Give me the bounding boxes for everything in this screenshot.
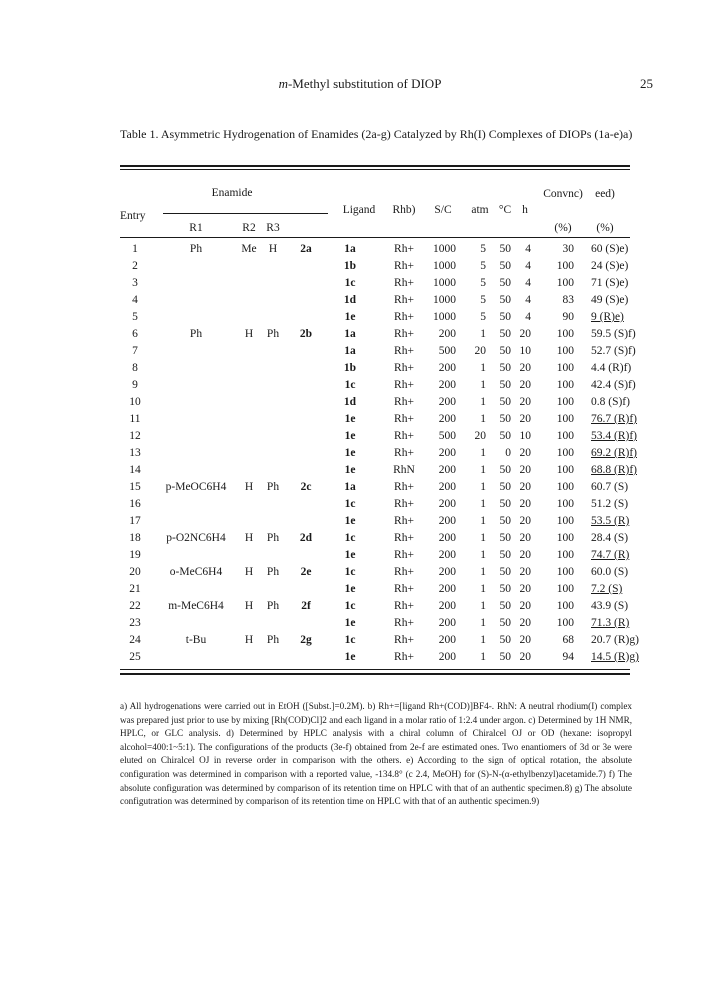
cell-t: 50	[499, 277, 511, 289]
cell-lig: 1e	[344, 515, 356, 527]
cell-h: 20	[519, 328, 531, 340]
header-h: h	[522, 204, 528, 216]
cell-sc: 200	[438, 651, 456, 663]
cell-ee: 60.0 (S)	[591, 566, 629, 578]
cell-rh: Rh+	[394, 583, 414, 595]
cell-sc: 200	[438, 617, 456, 629]
cell-ee: 43.9 (S)	[591, 600, 629, 612]
cell-lig: 1e	[344, 651, 356, 663]
cell-atm: 1	[480, 583, 486, 595]
cell-sc: 200	[438, 447, 456, 459]
running-head-text: -Methyl substitution of DIOP	[287, 76, 442, 91]
cell-lig: 1e	[344, 464, 356, 476]
header-ee-unit: (%)	[596, 222, 614, 234]
cell-t: 50	[499, 583, 511, 595]
cell-h: 20	[519, 600, 531, 612]
cell-atm: 1	[480, 600, 486, 612]
header-enamide: Enamide	[211, 187, 253, 199]
cell-ee: 60 (S)e)	[591, 243, 629, 255]
cell-entry: 5	[132, 311, 138, 323]
table-bottom-rule	[120, 669, 630, 670]
cell-conv: 100	[556, 481, 574, 493]
cell-sc: 200	[438, 413, 456, 425]
cell-rh: Rh+	[394, 277, 414, 289]
cell-r3: Ph	[266, 481, 280, 493]
cell-h: 20	[519, 532, 531, 544]
header-entry: Entry	[120, 210, 146, 222]
cell-ee: 4.4 (R)f)	[591, 362, 632, 374]
cell-rh: Rh+	[394, 430, 414, 442]
cell-rh: Rh+	[394, 651, 414, 663]
cell-rh: Rh+	[394, 345, 414, 357]
cell-atm: 1	[480, 481, 486, 493]
header-ee: eed)	[595, 188, 615, 200]
cell-lig: 1e	[344, 311, 356, 323]
cell-lig: 1c	[344, 566, 356, 578]
cell-entry: 16	[129, 498, 141, 510]
cell-h: 20	[519, 447, 531, 459]
cell-ee: 42.4 (S)f)	[591, 379, 636, 391]
cell-lig: 1b	[343, 362, 357, 374]
cell-conv: 100	[556, 345, 574, 357]
cell-sc: 200	[438, 362, 456, 374]
cell-r2: H	[244, 532, 254, 544]
cell-lig: 1c	[344, 379, 356, 391]
cell-t: 50	[499, 515, 511, 527]
cell-lig: 1b	[343, 260, 357, 272]
header-convn: Convnc)	[543, 188, 583, 200]
cell-ee: 74.7 (R)	[591, 549, 630, 561]
cell-t: 50	[499, 345, 511, 357]
cell-lig: 1a	[344, 328, 356, 340]
cell-ee: 28.4 (S)	[591, 532, 629, 544]
cell-sub: 2b	[299, 328, 313, 340]
cell-r3: Ph	[266, 600, 280, 612]
cell-atm: 5	[480, 294, 486, 306]
cell-atm: 1	[480, 532, 486, 544]
cell-t: 50	[499, 294, 511, 306]
cell-t: 50	[499, 481, 511, 493]
cell-h: 20	[519, 634, 531, 646]
cell-conv: 100	[556, 413, 574, 425]
cell-r3: Ph	[266, 328, 280, 340]
cell-atm: 1	[480, 396, 486, 408]
cell-r1: p-MeOC6H4	[165, 481, 227, 493]
cell-ee: 52.7 (S)f)	[591, 345, 636, 357]
cell-r1: o-MeC6H4	[169, 566, 223, 578]
cell-t: 50	[499, 566, 511, 578]
cell-t: 50	[499, 328, 511, 340]
cell-atm: 1	[480, 515, 486, 527]
cell-rh: Rh+	[394, 481, 414, 493]
cell-lig: 1e	[344, 413, 356, 425]
cell-atm: 1	[480, 413, 486, 425]
cell-ee: 59.5 (S)f)	[591, 328, 636, 340]
cell-atm: 1	[480, 498, 486, 510]
cell-rh: Rh+	[394, 260, 414, 272]
cell-ee: 7.2 (S)	[591, 583, 623, 595]
running-head	[0, 76, 720, 92]
cell-sc: 500	[438, 430, 456, 442]
cell-t: 50	[499, 600, 511, 612]
cell-entry: 15	[129, 481, 141, 493]
cell-atm: 1	[480, 328, 486, 340]
cell-sub: 2g	[300, 634, 312, 646]
header-temp: °C	[498, 204, 512, 216]
cell-r1: t-Bu	[185, 634, 207, 646]
cell-ee: 20.7 (R)g)	[591, 634, 639, 646]
cell-sc: 200	[438, 549, 456, 561]
cell-entry: 2	[132, 260, 138, 272]
cell-rh: Rh+	[394, 617, 414, 629]
cell-entry: 23	[129, 617, 141, 629]
cell-ee: 14.5 (R)g)	[591, 651, 639, 663]
cell-rh: Rh+	[394, 311, 414, 323]
cell-rh: Rh+	[394, 379, 414, 391]
cell-atm: 20	[474, 345, 486, 357]
cell-sc: 200	[438, 600, 456, 612]
cell-ee: 24 (S)e)	[591, 260, 629, 272]
cell-sc: 200	[438, 481, 456, 493]
cell-conv: 100	[556, 464, 574, 476]
cell-t: 50	[499, 396, 511, 408]
cell-ee: 60.7 (S)	[591, 481, 629, 493]
cell-h: 4	[525, 260, 531, 272]
running-head-italic: m	[278, 76, 288, 91]
cell-h: 20	[519, 396, 531, 408]
table-footnotes: a) All hydrogenations were carried out in EtOH ([Subst.]=0.2M). b) Rh+=[ligand Rh+(COD)]BF4-. RhN: A neutral rhodium(I) complex was prepared just prior to use by mixing [Rh(COD)Cl]2 and each ligand in a molar ratio of 1:2.4 under argon. c) Determined by 1H NMR, HPLC, or GLC analysis. d) Determined by HPLC analysis with a chiral column of Chiralcel OJ or OD (hexane: isopropyl alcohol=400:1~5:1). The configurations of the products (3e-f) obtained from 2e-f are estimated ones. Two enantiomers of 3d or 3e were eluted on Chiralcel OJ in reverse order in comparison with the others. e) According to the sign of optical rotation, the absolute configuration was determined in comparison with a reported value, -134.8° (c 2.4, MeOH) for (S)-N-(α-ethylbenzyl)acetamide.7) f) The absolute configuration was determined by comparison of its retention time on HPLC with that of an authentic specimen.8) g) The absolute configutration was determined by comparison of its retention time on HPLC with that of an authentic specimen.9)	[120, 701, 632, 807]
cell-rh: Rh+	[394, 566, 414, 578]
cell-entry: 24	[129, 634, 141, 646]
cell-rh: Rh+	[394, 362, 414, 374]
cell-h: 20	[519, 464, 531, 476]
cell-ee: 51.2 (S)	[591, 498, 629, 510]
cell-entry: 7	[132, 345, 138, 357]
cell-t: 0	[505, 447, 511, 459]
cell-conv: 100	[556, 515, 574, 527]
cell-rh: Rh+	[394, 243, 414, 255]
cell-sc: 200	[438, 515, 456, 527]
cell-h: 10	[519, 345, 531, 357]
table-bottom-rule-outer	[120, 673, 630, 675]
cell-sub: 2d	[299, 532, 313, 544]
cell-lig: 1a	[344, 481, 356, 493]
cell-entry: 19	[129, 549, 141, 561]
cell-ee: 68.8 (R)f)	[591, 464, 637, 476]
cell-rh: Rh+	[394, 634, 414, 646]
page-number: 25	[640, 76, 653, 91]
cell-entry: 11	[129, 413, 141, 425]
cell-r1: p-O2NC6H4	[166, 532, 226, 544]
cell-t: 50	[499, 362, 511, 374]
cell-rh: Rh+	[394, 549, 414, 561]
cell-entry: 18	[129, 532, 141, 544]
cell-ee: 0.8 (S)f)	[591, 396, 630, 408]
header-r2: R2	[242, 222, 256, 234]
cell-lig: 1e	[344, 583, 356, 595]
cell-sc: 200	[438, 328, 456, 340]
cell-ee: 9 (R)e)	[591, 311, 624, 323]
cell-h: 20	[519, 481, 531, 493]
cell-conv: 90	[562, 311, 574, 323]
cell-sc: 1000	[433, 243, 456, 255]
cell-entry: 12	[129, 430, 141, 442]
cell-entry: 13	[129, 447, 141, 459]
cell-conv: 100	[556, 617, 574, 629]
cell-lig: 1c	[344, 277, 356, 289]
cell-entry: 3	[132, 277, 138, 289]
cell-sc: 1000	[433, 311, 456, 323]
cell-conv: 100	[556, 430, 574, 442]
cell-entry: 20	[129, 566, 141, 578]
header-r3: R3	[266, 222, 280, 234]
cell-lig: 1a	[344, 243, 356, 255]
cell-t: 50	[499, 413, 511, 425]
cell-conv: 30	[562, 243, 574, 255]
cell-rh: Rh+	[394, 396, 414, 408]
header-bottom-rule	[120, 237, 630, 238]
cell-sc: 200	[438, 532, 456, 544]
cell-t: 50	[499, 379, 511, 391]
cell-h: 20	[519, 379, 531, 391]
cell-sub: 2e	[300, 566, 312, 578]
header-ligand: Ligand	[342, 204, 376, 216]
cell-entry: 17	[129, 515, 141, 527]
cell-atm: 5	[480, 277, 486, 289]
cell-conv: 100	[556, 379, 574, 391]
cell-atm: 1	[480, 617, 486, 629]
cell-lig: 1e	[344, 617, 356, 629]
cell-entry: 25	[129, 651, 141, 663]
cell-h: 4	[525, 311, 531, 323]
cell-atm: 1	[480, 362, 486, 374]
cell-t: 50	[499, 311, 511, 323]
cell-t: 50	[499, 243, 511, 255]
cell-h: 20	[519, 617, 531, 629]
cell-entry: 8	[132, 362, 138, 374]
cell-h: 4	[525, 294, 531, 306]
cell-sub: 2f	[301, 600, 311, 612]
cell-r2: H	[244, 634, 254, 646]
cell-sub: 2a	[300, 243, 312, 255]
cell-r2: Me	[241, 243, 257, 255]
cell-conv: 83	[562, 294, 574, 306]
cell-h: 4	[525, 277, 531, 289]
cell-h: 20	[519, 566, 531, 578]
cell-conv: 100	[556, 583, 574, 595]
cell-t: 50	[499, 260, 511, 272]
cell-lig: 1e	[344, 430, 356, 442]
cell-lig: 1c	[344, 634, 356, 646]
cell-t: 50	[499, 651, 511, 663]
cell-h: 10	[519, 430, 531, 442]
cell-h: 20	[519, 498, 531, 510]
cell-ee: 71.3 (R)	[591, 617, 630, 629]
header-r1: R1	[189, 222, 203, 234]
cell-ee: 69.2 (R)f)	[591, 447, 637, 459]
cell-r2: H	[244, 600, 254, 612]
cell-r3: Ph	[266, 566, 280, 578]
cell-entry: 1	[132, 243, 138, 255]
cell-r3: H	[268, 243, 278, 255]
table-top-rule-inner	[120, 169, 630, 170]
cell-r2: H	[244, 328, 254, 340]
cell-atm: 1	[480, 566, 486, 578]
cell-atm: 1	[480, 447, 486, 459]
cell-h: 20	[519, 583, 531, 595]
cell-lig: 1a	[344, 345, 356, 357]
cell-sc: 200	[438, 583, 456, 595]
cell-r3: Ph	[266, 532, 280, 544]
cell-conv: 94	[562, 651, 574, 663]
header-rh: Rhb)	[392, 204, 416, 216]
cell-entry: 22	[129, 600, 141, 612]
cell-sc: 200	[438, 498, 456, 510]
cell-conv: 100	[556, 549, 574, 561]
cell-sub: 2c	[300, 481, 312, 493]
cell-conv: 100	[556, 277, 574, 289]
cell-atm: 1	[480, 379, 486, 391]
cell-t: 50	[499, 532, 511, 544]
cell-h: 20	[519, 515, 531, 527]
cell-ee: 71 (S)e)	[591, 277, 629, 289]
cell-atm: 1	[480, 464, 486, 476]
cell-ee: 49 (S)e)	[591, 294, 629, 306]
cell-atm: 5	[480, 243, 486, 255]
cell-h: 20	[519, 413, 531, 425]
cell-t: 50	[499, 464, 511, 476]
cell-sc: 200	[438, 396, 456, 408]
cell-h: 20	[519, 549, 531, 561]
cell-conv: 100	[556, 396, 574, 408]
cell-conv: 68	[562, 634, 574, 646]
cell-rh: RhN	[393, 464, 415, 476]
cell-lig: 1e	[344, 447, 356, 459]
cell-t: 50	[499, 617, 511, 629]
cell-sc: 200	[438, 464, 456, 476]
cell-r3: Ph	[266, 634, 280, 646]
cell-sc: 1000	[433, 294, 456, 306]
cell-rh: Rh+	[394, 515, 414, 527]
cell-lig: 1e	[344, 549, 356, 561]
cell-sc: 200	[438, 634, 456, 646]
cell-rh: Rh+	[394, 328, 414, 340]
cell-lig: 1c	[344, 498, 356, 510]
cell-atm: 1	[480, 634, 486, 646]
cell-rh: Rh+	[394, 447, 414, 459]
cell-sc: 200	[438, 379, 456, 391]
cell-ee: 53.4 (R)f)	[591, 430, 637, 442]
cell-sc: 200	[438, 566, 456, 578]
cell-conv: 100	[556, 600, 574, 612]
header-atm: atm	[471, 204, 489, 216]
cell-atm: 1	[480, 651, 486, 663]
header-sc: S/C	[434, 204, 452, 216]
table-caption: Table 1. Asymmetric Hydrogenation of Enamides (2a-g) Catalyzed by Rh(I) Complexes of DIOPs (1a-e)a)	[120, 127, 633, 141]
cell-entry: 14	[129, 464, 141, 476]
cell-r1: Ph	[189, 243, 203, 255]
cell-entry: 10	[129, 396, 141, 408]
cell-entry: 9	[132, 379, 138, 391]
cell-lig: 1c	[344, 600, 356, 612]
cell-r2: H	[244, 481, 254, 493]
cell-t: 50	[499, 498, 511, 510]
cell-conv: 100	[556, 447, 574, 459]
cell-atm: 1	[480, 549, 486, 561]
cell-conv: 100	[556, 498, 574, 510]
cell-conv: 100	[556, 328, 574, 340]
cell-atm: 20	[474, 430, 486, 442]
cell-ee: 53.5 (R)	[591, 515, 630, 527]
cell-rh: Rh+	[394, 600, 414, 612]
header-convn-unit: (%)	[554, 222, 572, 234]
cell-sc: 500	[438, 345, 456, 357]
cell-entry: 4	[132, 294, 138, 306]
table-top-rule	[120, 165, 630, 167]
cell-conv: 100	[556, 566, 574, 578]
cell-h: 20	[519, 651, 531, 663]
cell-conv: 100	[556, 260, 574, 272]
cell-conv: 100	[556, 532, 574, 544]
cell-lig: 1d	[343, 294, 357, 306]
cell-t: 50	[499, 430, 511, 442]
cell-t: 50	[499, 549, 511, 561]
cell-atm: 5	[480, 311, 486, 323]
cell-sc: 1000	[433, 260, 456, 272]
cell-h: 20	[519, 362, 531, 374]
cell-rh: Rh+	[394, 294, 414, 306]
cell-lig: 1c	[344, 532, 356, 544]
enamide-span-rule	[163, 213, 328, 214]
cell-entry: 21	[129, 583, 141, 595]
cell-r1: Ph	[189, 328, 203, 340]
cell-rh: Rh+	[394, 498, 414, 510]
cell-lig: 1d	[343, 396, 357, 408]
cell-entry: 6	[132, 328, 138, 340]
cell-sc: 1000	[433, 277, 456, 289]
cell-ee: 76.7 (R)f)	[591, 413, 637, 425]
cell-t: 50	[499, 634, 511, 646]
cell-h: 4	[525, 243, 531, 255]
cell-conv: 100	[556, 362, 574, 374]
cell-r2: H	[244, 566, 254, 578]
cell-rh: Rh+	[394, 532, 414, 544]
cell-rh: Rh+	[394, 413, 414, 425]
cell-r1: m-MeC6H4	[168, 600, 224, 612]
cell-atm: 5	[480, 260, 486, 272]
